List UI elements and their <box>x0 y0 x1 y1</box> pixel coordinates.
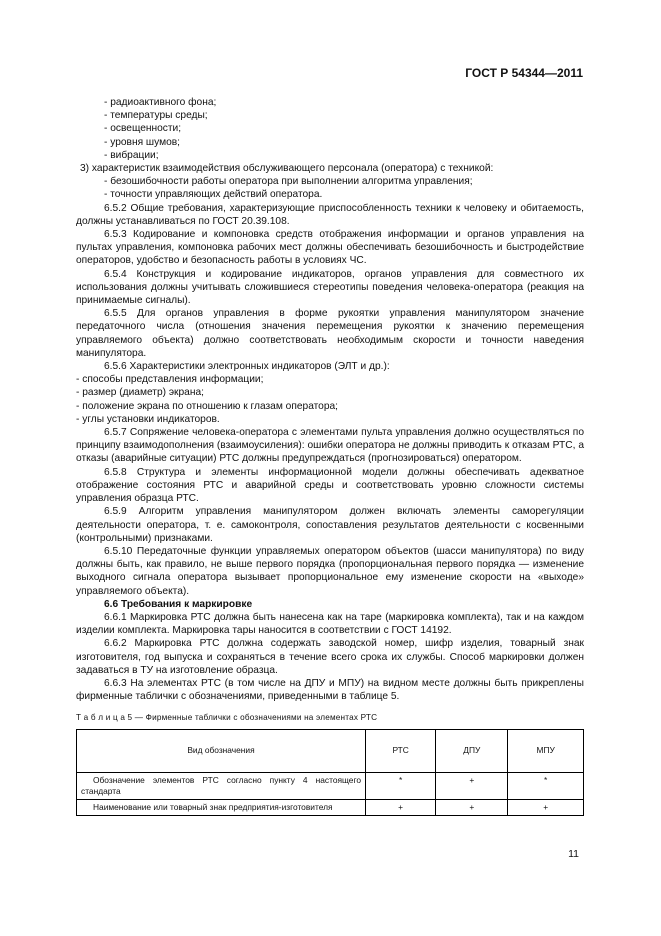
paragraph: 6.5.10 Передаточные функции управляемых оператором объектов (шасси манипулятора) по виду должны быть, как правило, не выше первого порядка (пропорциональная первого порядка — изменение выходного сигнала оператора вызывает пропорциональное ему изменение скорости на «выходе» управляемого объекта). <box>76 545 584 597</box>
page-content <box>76 96 584 816</box>
paragraph: 6.5.4 Конструкция и кодирование индикаторов, органов управления для совместного их использования должны учитывать сложившиеся стереотипы поведения человека-оператора (реакция на принимаемые сигналы). <box>76 268 584 307</box>
document-header: ГОСТ Р 54344—2011 <box>465 66 583 80</box>
list-item: 3) характеристик взаимодействия обслуживающего персонала (оператора) с техникой: <box>80 163 494 175</box>
paragraph: 6.5.6 Характеристики электронных индикаторов (ЭЛТ и др.): <box>104 361 390 373</box>
list-item: - размер (диаметр) экрана; <box>76 387 204 399</box>
table-header-row <box>77 729 584 772</box>
list-item: - способы представления информации; <box>76 374 264 386</box>
table-cell: + <box>366 799 436 815</box>
list-item: - безошибочности работы оператора при выполнении алгоритма управления; <box>104 176 473 188</box>
table-cell: Наименование или товарный знак предприятия-изготовителя <box>77 799 366 815</box>
table-cell: Обозначение элементов РТС согласно пункту 4 настоящего стандарта <box>77 772 366 799</box>
table-header-cell: ДПУ <box>436 729 508 772</box>
table-cell: * <box>366 772 436 799</box>
table-cell: + <box>508 799 584 815</box>
table-header-cell: МПУ <box>508 729 584 772</box>
paragraph: 6.5.7 Сопряжение человека-оператора с элементами пульта управления должно осуществляться по принципу взаимодополнения (взаимоусиления): ошибки оператора не должны приводить к отказам РТС, а отказы (аварийные ситуации) РТС должны предупреждаться (прогнозироваться) оператором. <box>76 427 584 465</box>
list-item: - точности управляющих действий оператора. <box>104 189 323 201</box>
paragraph: 6.5.9 Алгоритм управления манипулятором должен включать элементы саморегуляции деятельности оператора, т. е. самоконтроля, сопоставления результатов деятельности с косвенными (контрольными) признаками. <box>76 506 584 544</box>
section-heading: 6.6 Требования к маркировке <box>104 598 253 610</box>
list-item: - освещенности; <box>104 123 182 135</box>
list-item: - положение экрана по отношению к глазам оператора; <box>76 400 339 412</box>
paragraph: 6.6.2 Маркировка РТС должна содержать заводской номер, шифр изделия, товарный знак изготовителя, год выпуска и сохраняться в течение всего срока их службы. Способ маркировки должен задаваться в ТУ на изготовление образца. <box>76 638 584 676</box>
paragraph: 6.6.1 Маркировка РТС должна быть нанесена как на таре (маркировка комплекта), так и на каждом изделии комплекта. Маркировка тары наносится в соответствии с ГОСТ 14192. <box>76 611 584 637</box>
table-cell: + <box>436 772 508 799</box>
paragraph: 6.5.5 Для органов управления в форме рукоятки управления манипулятором значение передаточного числа (отношения значения перемещения рукоятки к значению перемещения управляемого объекта) должно соответствовать необходимым скорости и точности наведения манипулятора. <box>76 308 584 359</box>
paragraph: 6.5.8 Структура и элементы информационной модели должны обеспечивать адекватное отображение состояния РТС и аварийной среды и соответствовать уровню сложности системы управления образца РТС. <box>76 466 584 505</box>
table-caption: Т а б л и ц а 5 — Фирменные таблички с обозначениями на элементах РТС <box>76 713 378 723</box>
table-header-cell: РТС <box>366 729 436 772</box>
page-number: 11 <box>568 848 579 860</box>
paragraph: 6.6.3 На элементах РТС (в том числе на ДПУ и МПУ) на видном месте должны быть прикреплены фирменные таблички с обозначениями, приведенными в таблице 5. <box>76 677 584 703</box>
list-item: - уровня шумов; <box>104 136 180 148</box>
table-row <box>77 772 584 799</box>
list-item: - вибрации; <box>104 149 159 161</box>
list-item: - радиоактивного фона; <box>104 97 217 108</box>
table-cell: * <box>508 772 584 799</box>
paragraph: 6.5.2 Общие требования, характеризующие приспособленность техники к человеку и обитаемость, должны устанавливаться по ГОСТ 20.39.108. <box>76 202 584 227</box>
list-item: - температуры среды; <box>104 110 208 122</box>
marking-table <box>76 729 584 816</box>
paragraph: 6.5.3 Кодирование и компоновка средств отображения информации и органов управления на пультах управления, компоновка рабочих мест должны обеспечивать безошибочность и быстродействие операторов, удобство и безопасность работы в условиях ЧС. <box>76 229 584 267</box>
table-row <box>77 799 584 815</box>
table-header-cell: Вид обозначения <box>77 729 366 772</box>
list-item: - углы установки индикаторов. <box>76 413 220 425</box>
table-cell: + <box>436 799 508 815</box>
